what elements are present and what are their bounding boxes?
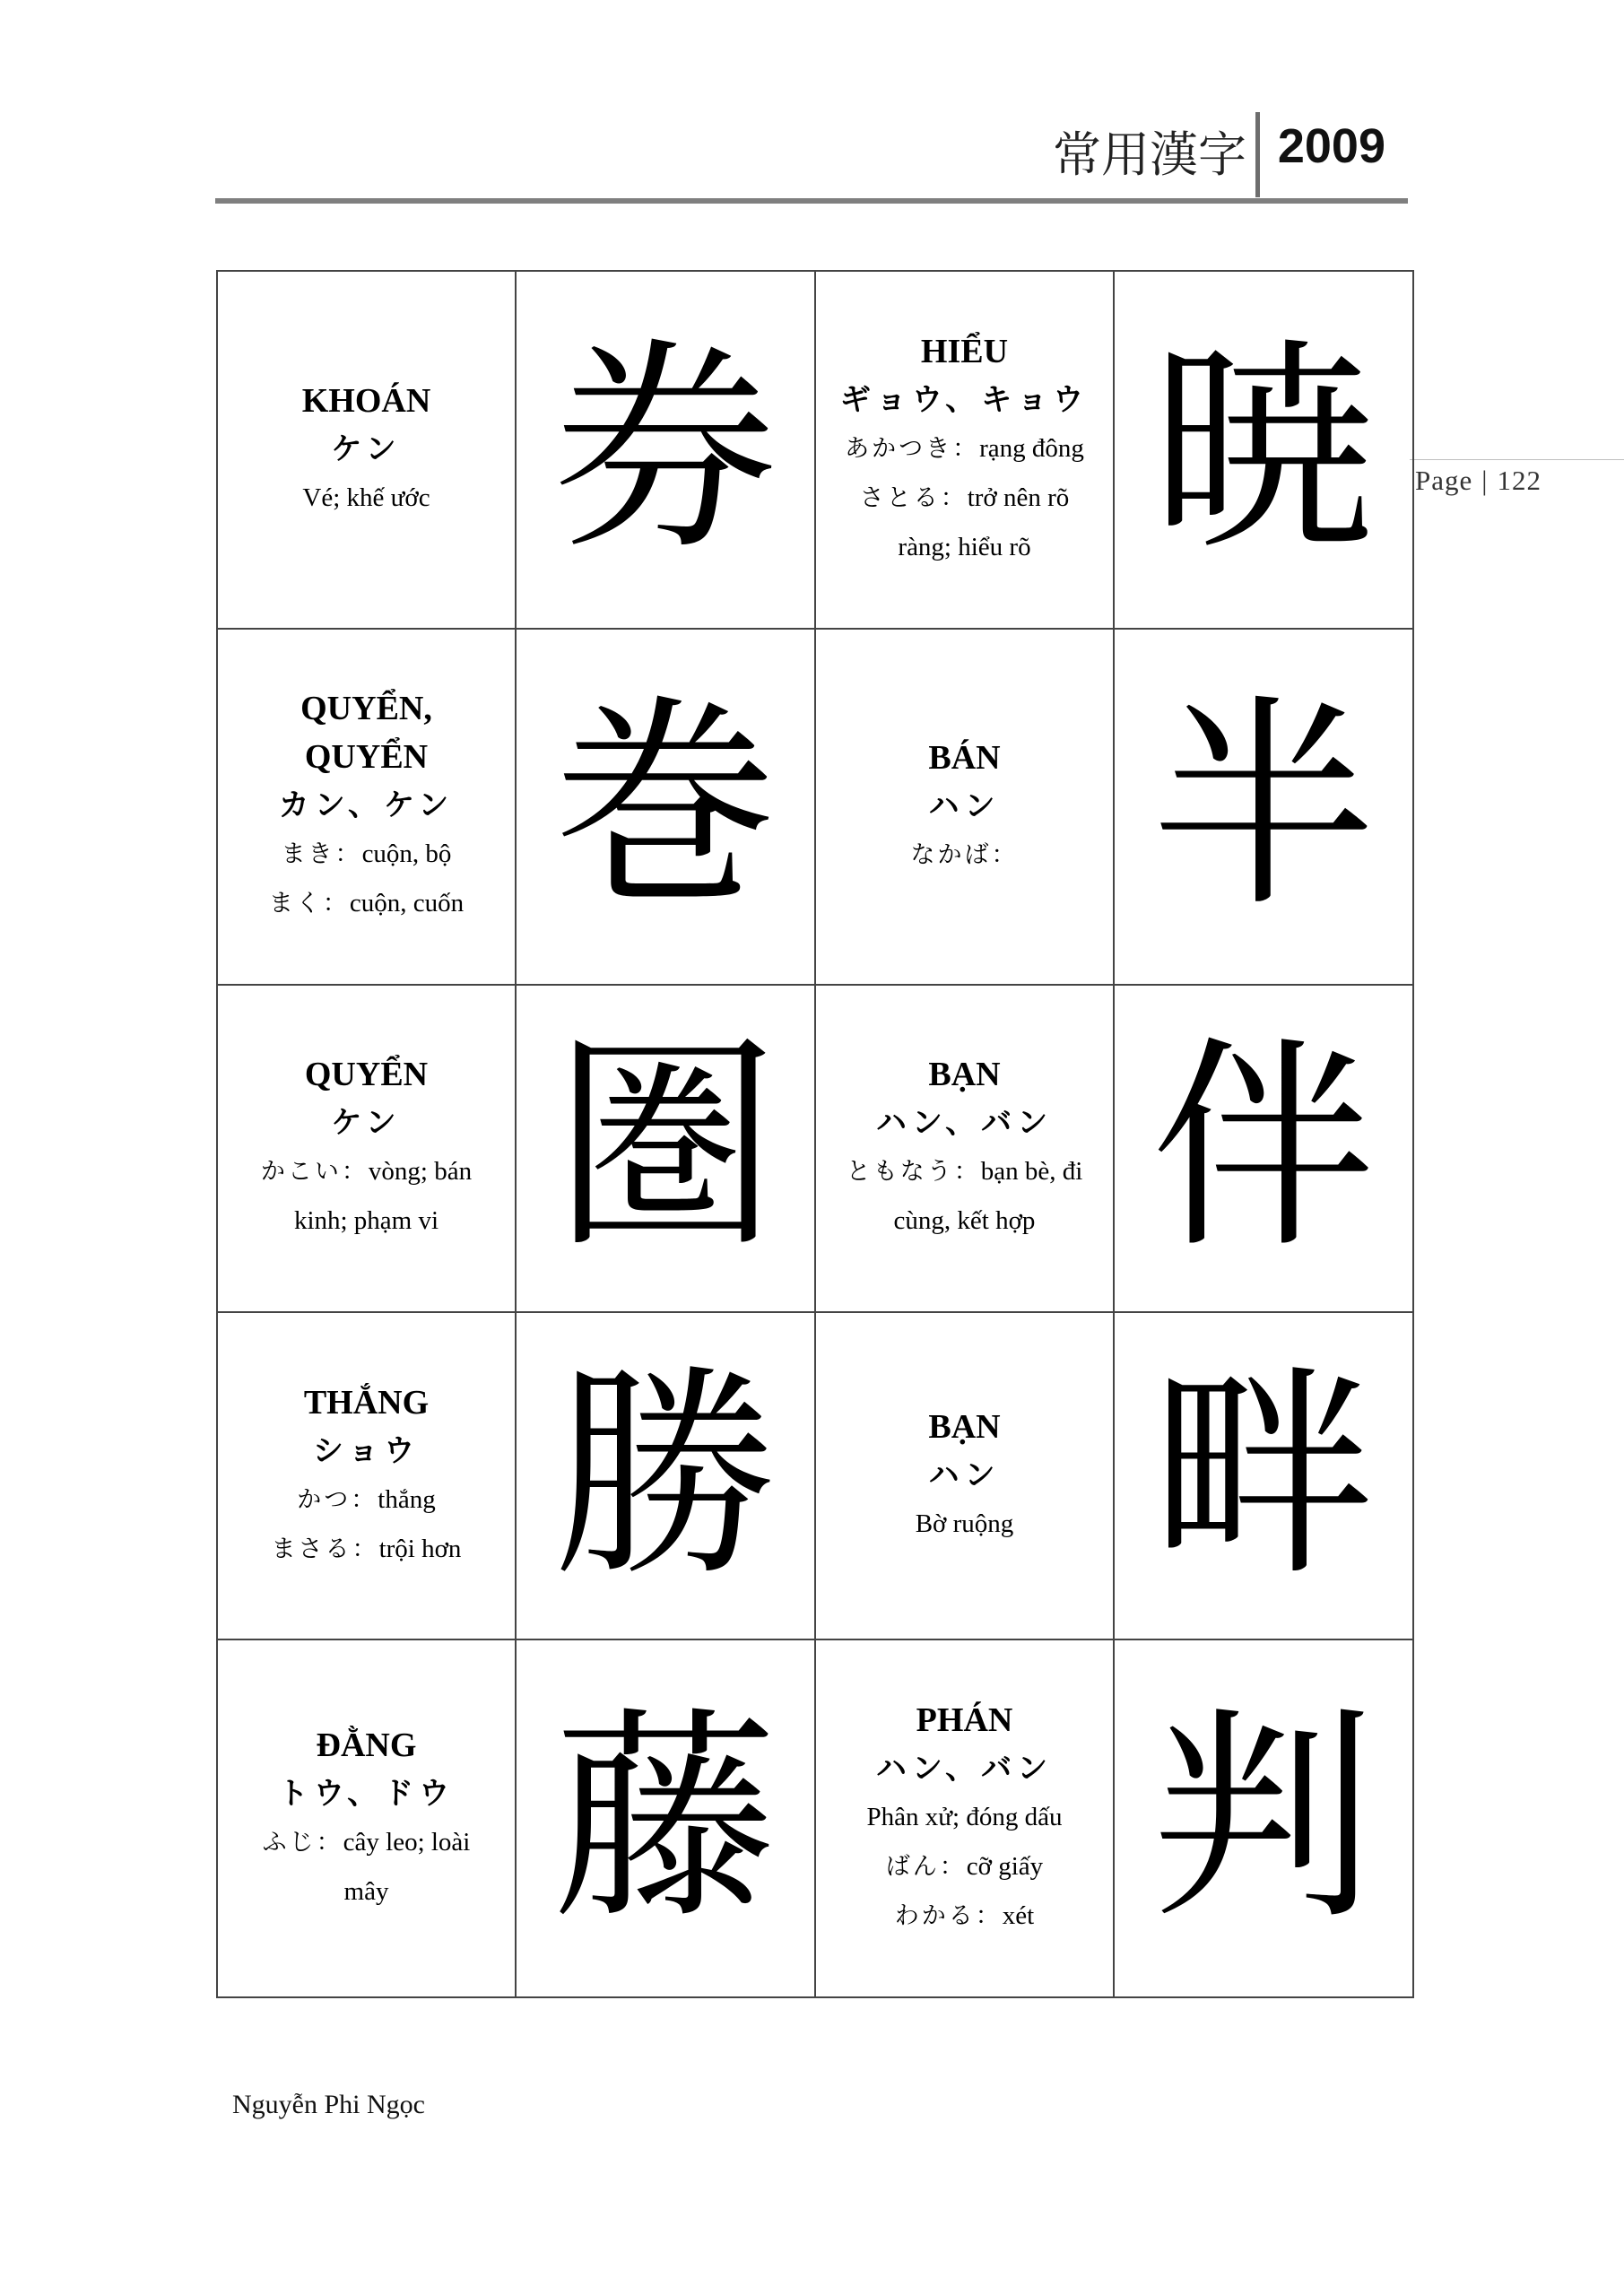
kun-reading: まさる： [271,1535,379,1563]
page-number-rule [1410,459,1624,460]
table-row [217,271,1413,629]
kun-meaning: cuộn, bộ [361,839,452,869]
kanji-info-cell [217,985,516,1312]
han-viet-reading: BÁN [928,738,1001,777]
kun-reading: かこい： [260,1158,369,1187]
kun-reading-line [816,424,1113,474]
kun-meaning: trội hơn [378,1534,462,1563]
table-row [217,985,1413,1312]
kun-reading-line [218,879,515,928]
kanji-character: 半 [1151,675,1376,937]
han-viet-reading: BẠN [928,1408,1001,1447]
kanji-info-cell [815,629,1114,985]
table-row [217,1312,1413,1639]
meaning: Bờ ruộng [915,1509,1014,1539]
header-rule [215,198,1408,204]
kanji-character: 勝 [553,1344,777,1606]
kanji-cell [1114,985,1413,1312]
meaning-continued: ràng; hiểu rõ [898,532,1031,561]
on-reading: ショウ [312,1432,421,1469]
table-row [217,1639,1413,1997]
kun-reading-line [816,1842,1113,1892]
kun-meaning: bạn bè, đi [980,1157,1083,1187]
header-separator [1255,112,1260,197]
kun-meaning: cuộn, cuốn [349,889,465,918]
kanji-cell [516,1639,815,1997]
kun-reading: ふじ： [262,1828,343,1857]
on-reading: ハン、バン [875,1751,1054,1787]
kun-reading: まく： [268,890,350,918]
kanji-character: 暁 [1151,318,1376,580]
table-row [217,629,1413,985]
kanji-cell [516,271,815,629]
kanji-info-cell [217,629,516,985]
kun-reading: まき： [281,840,362,869]
han-viet-reading: THẮNG [303,1383,430,1422]
kun-reading: わかる： [894,1902,1003,1931]
kanji-info-cell [217,1639,516,1997]
meaning-continued: mây [343,1876,389,1906]
meaning-continued: kinh; phạm vi [293,1206,439,1236]
kun-reading: あかつき： [845,434,980,463]
kun-reading-line [218,830,515,879]
han-viet-reading: HIỂU [920,332,1009,370]
kanji-character: 判 [1151,1687,1376,1949]
kanji-cell [1114,629,1413,985]
kanji-cell [516,1312,815,1639]
kanji-cell [516,985,815,1312]
kun-reading-line [218,1475,515,1525]
meaning: Vé; khế ước [302,483,430,512]
han-viet-reading: BẠN [928,1056,1001,1094]
on-reading: トウ、ドウ [277,1775,456,1812]
kun-reading-line [816,1147,1113,1196]
kun-meaning: vòng; bán [368,1157,473,1187]
kun-meaning: cây leo; loài [343,1827,471,1857]
page-label: Page [1415,465,1473,496]
kun-reading-line [816,1892,1113,1941]
kun-reading: かつ： [297,1485,378,1514]
kun-reading-line [218,1147,515,1196]
kanji-character: 券 [553,318,777,580]
meaning-continued: cùng, kết hợp [893,1206,1036,1236]
kanji-character: 伴 [1151,1017,1376,1279]
kun-meaning: trở nên rõ [967,483,1070,512]
page-number [1415,465,1541,497]
kanji-cell [516,629,815,985]
han-viet-reading-2: QUYỂN [304,738,429,777]
kanji-info-cell [217,1312,516,1639]
on-reading: カン、ケン [278,787,455,824]
page-header [215,108,1408,197]
kun-reading: なかば： [910,840,1019,869]
kun-meaning: xét [1002,1901,1035,1931]
kanji-info-cell [217,271,516,629]
han-viet-reading: QUYỂN, [300,690,432,728]
header-title: 常用漢字 [1053,126,1246,183]
kun-reading-line [816,474,1113,523]
kanji-info-cell [815,1639,1114,1997]
kanji-character: 藤 [553,1687,777,1949]
header-year: 2009 [1277,119,1385,173]
on-reading: ギョウ、キョウ [839,381,1090,418]
kanji-table [216,270,1414,1998]
page-divider: | [1481,465,1489,496]
kun-reading: さとる： [859,483,968,512]
kanji-info-cell [815,985,1114,1312]
han-viet-reading: QUYỂN [304,1056,429,1094]
kun-reading-line [218,1818,515,1867]
on-reading: ケン [331,430,402,467]
meaning: Phân xử; đóng dấu [866,1803,1063,1832]
kun-reading: ともなう： [846,1158,981,1187]
kanji-cell [1114,1312,1413,1639]
kanji-info-cell [815,271,1114,629]
kanji-cell [1114,1639,1413,1997]
footer-author: Nguyễn Phi Ngọc [232,2090,425,2119]
on-reading: ハン [928,1457,1001,1494]
kanji-character: 巻 [553,675,777,937]
kanji-character: 圏 [553,1017,777,1279]
on-reading: ケン [331,1105,402,1142]
kun-meaning: thắng [378,1484,436,1514]
kanji-info-cell [815,1312,1114,1639]
on-reading: ハン、バン [875,1105,1054,1142]
page-number-value: 122 [1497,465,1541,496]
kun-meaning: rạng đông [979,433,1084,463]
han-viet-reading: ĐẰNG [316,1726,417,1764]
kun-meaning: cỡ giấy [966,1852,1044,1882]
kanji-cell [1114,271,1413,629]
kun-reading-line [218,1525,515,1574]
kun-reading-line [816,831,1113,880]
kun-reading: ばん： [885,1853,967,1882]
han-viet-reading: KHOÁN [301,381,431,420]
kanji-character: 畔 [1151,1344,1376,1606]
han-viet-reading: PHÁN [916,1701,1013,1740]
on-reading: ハン [928,787,1001,824]
